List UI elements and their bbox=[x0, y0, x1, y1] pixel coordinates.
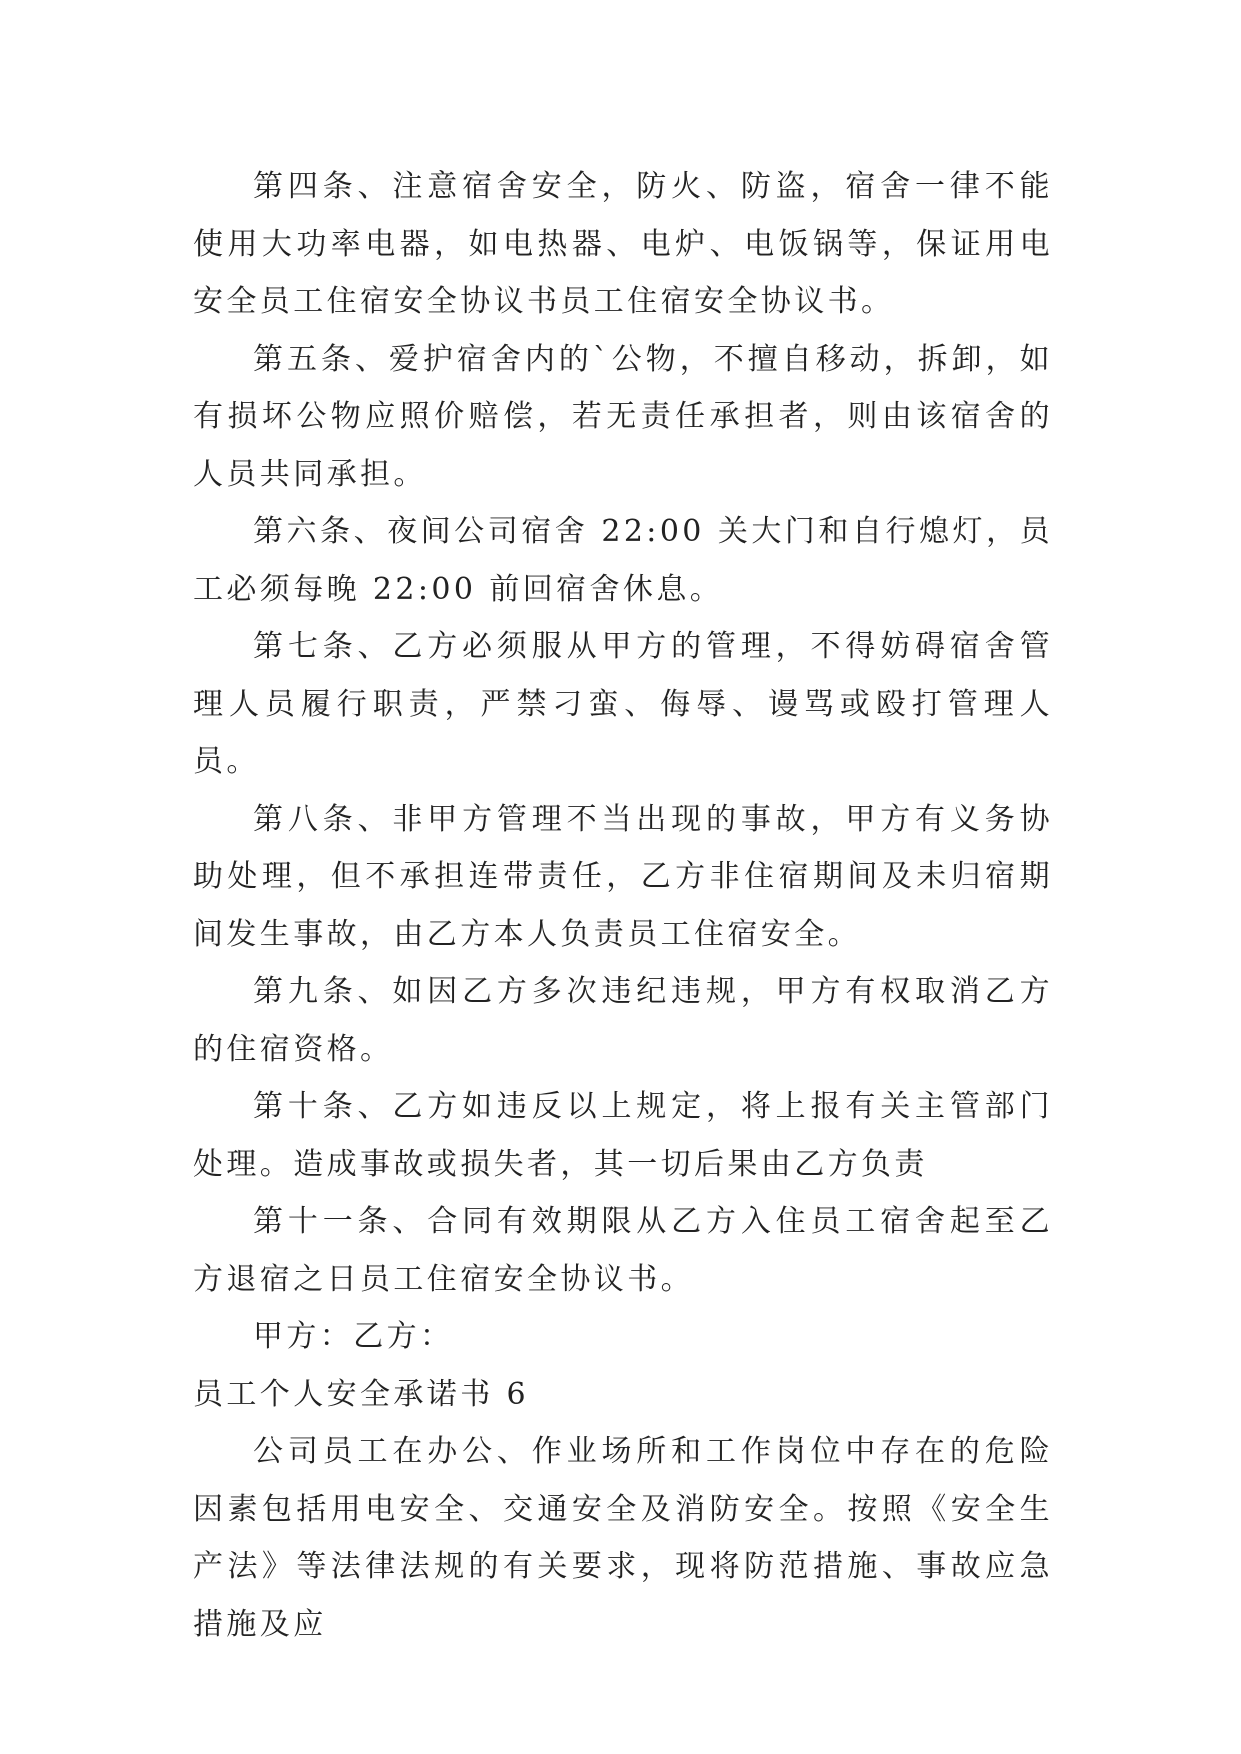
clause-4-paragraph: 第四条、注意宿舍安全，防火、防盗，宿舍一律不能使用大功率电器，如电热器、电炉、电饭锅等，保证用电安全员工住宿安全协议书员工住宿安全协议书。 bbox=[193, 169, 1053, 319]
clause-10-paragraph: 第十条、乙方如违反以上规定，将上报有关主管部门处理。造成事故或损失者，其一切后果由乙方负责 bbox=[193, 1089, 1053, 1182]
clause-6-paragraph: 第六条、夜间公司宿舍 22:00 关大门和自行熄灯，员工必须每晚 22:00 前回宿舍休息。 bbox=[193, 514, 1053, 607]
commitment-intro-paragraph: 公司员工在办公、作业场所和工作岗位中存在的危险因素包括用电安全、交通安全及消防安全。按照《安全生产法》等法律法规的有关要求，现将防范措施、事故应急措施及应 bbox=[193, 1434, 1053, 1642]
signature-line: 甲方：乙方： bbox=[253, 1319, 454, 1354]
document-body bbox=[193, 158, 1053, 1653]
clause-11-paragraph: 第十一条、合同有效期限从乙方入住员工宿舍起至乙方退宿之日员工住宿安全协议书。 bbox=[193, 1204, 1053, 1297]
clause-7-paragraph: 第七条、乙方必须服从甲方的管理，不得妨碍宿舍管理人员履行职责，严禁刁蛮、侮辱、谩骂或殴打管理人员。 bbox=[193, 629, 1053, 779]
clause-9-paragraph: 第九条、如因乙方多次违纪违规，甲方有权取消乙方的住宿资格。 bbox=[193, 974, 1053, 1067]
clause-5-paragraph: 第五条、爱护宿舍内的`公物，不擅自移动，拆卸，如有损坏公物应照价赔偿，若无责任承担者，则由该宿舍的人员共同承担。 bbox=[193, 341, 1053, 492]
section-heading: 员工个人安全承诺书 6 bbox=[193, 1376, 530, 1412]
clause-8-paragraph: 第八条、非甲方管理不当出现的事故，甲方有义务协助处理，但不承担连带责任，乙方非住宿期间及未归宿期间发生事故，由乙方本人负责员工住宿安全。 bbox=[193, 801, 1053, 952]
